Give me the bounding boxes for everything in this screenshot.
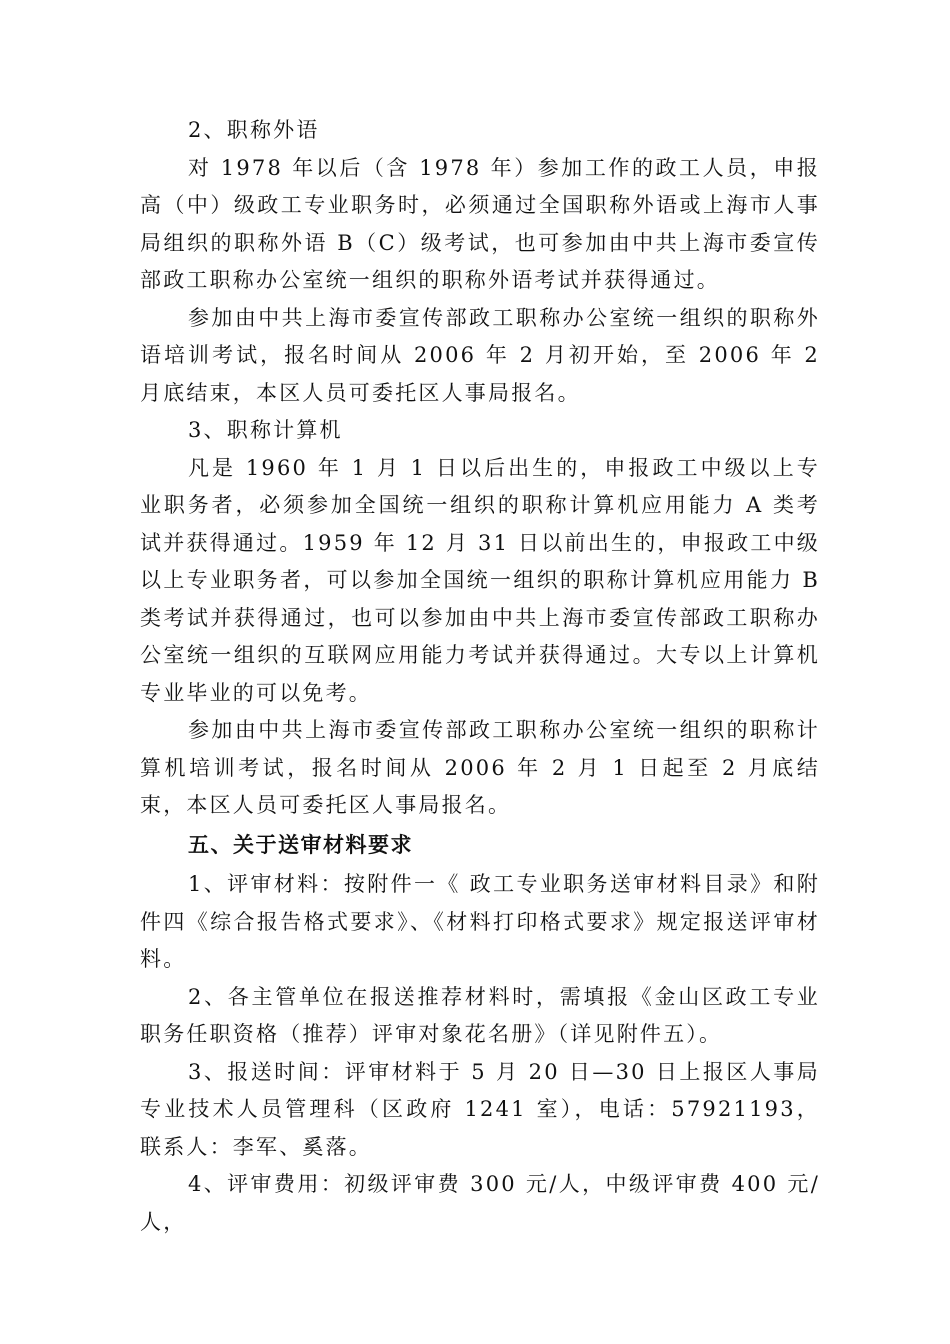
subheading-computer: 3、职称计算机 (188, 418, 343, 442)
paragraph-foreign-language-requirement: 对 1978 年以后（含 1978 年）参加工作的政工人员，申报高（中）级政工专业职务时，必须通过全国职称外语或上海市人事局组织的职称外语 B（C）级考试，也可参加由中共上海市委宣传部政工职称办公室统一组织的职称外语考试并获得通过。 (140, 155, 820, 292)
section-heading-materials: 五、关于送审材料要求 (188, 832, 413, 857)
paragraph-foreign-language-registration: 参加由中共上海市委宣传部政工职称办公室统一组织的职称外语培训考试，报名时间从 2006 年 2 月初开始，至 2006 年 2 月底结束，本区人员可委托区人事局报名。 (140, 305, 820, 405)
paragraph-computer-registration: 参加由中共上海市委宣传部政工职称办公室统一组织的职称计算机培训考试，报名时间从 2006 年 2 月 1 日起至 2 月底结束，本区人员可委托区人事局报名。 (140, 718, 820, 817)
paragraph-roster: 2、各主管单位在报送推荐材料时，需填报《金山区政工专业职务任职资格（推荐）评审对象花名册》（详见附件五）。 (140, 984, 820, 1046)
paragraph-review-fees: 4、评审费用：初级评审费 300 元/人，中级评审费 400 元/人， (140, 1172, 820, 1234)
paragraph-submission-time: 3、报送时间：评审材料于 5 月 20 日—30 日上报区人事局专业技术人员管理科（区政府 1241 室），电话：57921193，联系人：李军、奚落。 (140, 1059, 820, 1159)
document-body (140, 112, 820, 1241)
paragraph-computer-requirement: 凡是 1960 年 1 月 1 日以后出生的，申报政工中级以上专业职务者，必须参加全国统一组织的职称计算机应用能力 A 类考试并获得通过。1959 年 12 月 31 日以前出生的，申报政工中级以上专业职务者，可以参加全国统一组织的职称计算机应用能力 B 类考试并获得通过，也可以参加由中共上海市委宣传部政工职称办公室统一组织的互联网应用能力考试并获得通过。大专以上计算机专业毕业的可以免考。 (140, 455, 820, 705)
subheading-foreign-language: 2、职称外语 (188, 118, 320, 142)
paragraph-review-materials: 1、评审材料：按附件一《 政工专业职务送审材料目录》和附件四《综合报告格式要求》、《材料打印格式要求》规定报送评审材料。 (140, 872, 820, 971)
